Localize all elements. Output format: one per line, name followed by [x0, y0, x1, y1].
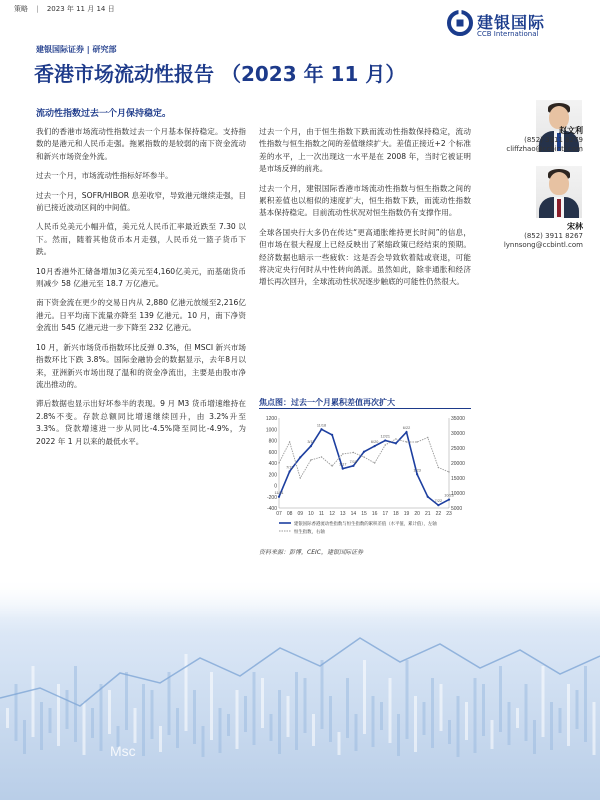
- report-subtitle: 流动性指数过去一个月保持稳定。: [36, 109, 172, 119]
- header-separator: |: [36, 5, 39, 13]
- background-candle: [295, 672, 298, 750]
- chart-right-tick-label: 5000: [451, 506, 463, 512]
- chart-x-tick-label: 10: [308, 511, 314, 517]
- background-candle: [389, 678, 392, 743]
- report-date: 2023 年 11 月 14 日: [46, 5, 115, 13]
- chart-left-tick-label: 600: [268, 449, 277, 456]
- chart-point: [278, 496, 280, 498]
- chart-x-tick-label: 16: [371, 511, 378, 517]
- background-candle: [236, 690, 239, 749]
- chart-point: [331, 465, 332, 466]
- chart-annotation: 1/17: [339, 462, 347, 467]
- paragraph: 过去一个月，由于恒生指数下跌而流动性指数保持稳定，流动性指数与恒生指数之间的差值继续扩大。差值正接近+2 个标准差的水平，上一次出现这一水平是在 2008 年，当时它被证明是市场反弹的前兆。: [259, 127, 471, 174]
- background-candle: [219, 708, 222, 753]
- report-header: [14, 4, 115, 14]
- chart-x-tick-label: 13: [339, 511, 346, 517]
- background-candle: [244, 696, 247, 732]
- chart-x-tick-label: 20: [414, 511, 420, 517]
- chart-annotation: 7/22: [434, 499, 443, 504]
- chart-point: [437, 504, 439, 506]
- author-photo: [536, 166, 582, 218]
- paragraph: 南下资金流在更少的交易日内从 2,880 亿港元放缓至2,216亿港元。日平均南下流量亦降至 139 亿港元。10 月，南下净资金流出 545 亿港元进一步下降至 232 亿港元。: [36, 298, 246, 333]
- chart-right-tick-label: 20000: [451, 461, 465, 467]
- chart-point: [289, 470, 291, 472]
- chart-right-tick-label: 15000: [451, 476, 465, 482]
- chart-point: [321, 456, 322, 457]
- chart-point: [385, 444, 386, 445]
- chart-x-tick-label: 11: [318, 511, 325, 517]
- chart-x-tick-label: 18: [393, 511, 399, 517]
- background-candle: [168, 672, 171, 735]
- report-title: 香港市场流动性报告 （2023 年 11 月）: [34, 62, 406, 86]
- author-phone: (852) 3911 8279: [524, 135, 583, 144]
- author-phone: (852) 3911 8267: [524, 231, 583, 240]
- background-candle: [176, 708, 179, 748]
- chart-point: [448, 471, 449, 472]
- background-candle: [125, 672, 128, 730]
- background-candle: [287, 696, 290, 737]
- chart-left-tick-label: -200: [266, 494, 277, 501]
- chart-left-tick-label: 400: [268, 461, 277, 467]
- background-candle: [321, 660, 324, 729]
- background-candle: [397, 714, 400, 756]
- background-candle: [380, 702, 383, 730]
- chart-x-tick-label: 17: [382, 511, 389, 517]
- background-candle: [423, 702, 426, 735]
- background-candle: [100, 684, 103, 751]
- chart-point: [374, 445, 376, 447]
- chart-left-tick-label: 1000: [265, 427, 277, 434]
- background-candle: [270, 714, 273, 741]
- chart-left-tick-label: 200: [268, 472, 277, 479]
- chart-x-tick-label: 22: [435, 511, 442, 517]
- brand-name-cn: 建银国际: [477, 13, 546, 32]
- chart-annotation: 10/23: [444, 493, 454, 498]
- chart-point: [416, 441, 417, 442]
- chart-point: [374, 462, 375, 463]
- chart-point: [342, 453, 343, 454]
- author-card: [506, 126, 583, 155]
- background-candle: [440, 684, 443, 731]
- chart-source: 资料来源：彭博，CEIC，建银国际证券: [259, 549, 363, 556]
- chart-left-tick-label: 0: [274, 483, 277, 490]
- chart-right-tick-label: 10000: [451, 491, 465, 497]
- chart-point: [448, 498, 450, 500]
- paragraph: 10 月，新兴市场货币指数环比反弹 0.3%，但 MSCI 新兴市场指数环比下跌 3.8%。国际金融协会的数据显示，去年8月以来，亚洲新兴市场出现了温和的资金净流出，主要是由股市净流出推动的。: [36, 342, 246, 389]
- chart-x-tick-label: 12: [329, 511, 335, 517]
- background-candle: [533, 720, 536, 754]
- background-candle: [261, 678, 264, 728]
- chart-x-tick-label: 19: [403, 511, 410, 517]
- chart-point: [405, 431, 407, 433]
- background-candle: [108, 690, 111, 734]
- background-candle: [516, 708, 519, 728]
- paragraph: 全球各国央行大多仍在传达“更高通胀维持更长时间”的信息，但市场在很大程度上已经反映出了紧缩政策已经结束的预期。经济数据也暗示一些疲软：这是否会导致软着陆或衰退，可能将决定央行何时从中性转向鸽派。虽然如此，除非通胀和经济增长再次回升，全球流动性状况逐步触底的可能性仍然很大。: [259, 227, 471, 287]
- background-candle: [159, 726, 162, 752]
- chart-point: [300, 477, 301, 478]
- chart-annotation: 11/11: [274, 490, 284, 495]
- background-candle: [542, 666, 545, 737]
- background-candle: [312, 714, 315, 746]
- chart-legend-entry: 恒生指数，右轴: [294, 529, 325, 534]
- author-name: 赵文利: [559, 126, 583, 135]
- chart-point: [395, 438, 396, 439]
- chart-point: [427, 496, 429, 498]
- background-candle: [227, 714, 230, 736]
- body-column-left: [36, 126, 246, 455]
- chart-point: [310, 445, 312, 447]
- chart-point: [320, 428, 322, 430]
- chart-x-tick-label: 23: [446, 511, 452, 517]
- ccb-logo-icon: [447, 10, 473, 36]
- background-candle: [584, 666, 587, 742]
- chart-series-hsi: [279, 438, 449, 479]
- chart-left-tick-label: 1200: [265, 416, 277, 422]
- chart-x-tick-label: 14: [350, 511, 357, 517]
- brand-name-en: CCB International: [477, 30, 539, 38]
- focus-chart: [259, 412, 471, 540]
- chart-x-tick-label: 21: [424, 511, 431, 517]
- background-candle: [363, 660, 366, 734]
- chart-left-tick-label: 800: [268, 438, 277, 445]
- chart-annotation: 12/21: [380, 434, 391, 439]
- paragraph: 过去一个月，SOFR/HIBOR 息差收窄，导致港元继续走强，目前已接近波动区间的中间值。: [36, 190, 246, 213]
- body-column-right: [259, 126, 471, 296]
- chart-point: [342, 468, 344, 470]
- author-email[interactable]: lynnsong@ccbintl.com: [503, 241, 583, 249]
- chart-point: [438, 467, 439, 468]
- background-candle: [465, 702, 468, 740]
- background-candle: [355, 714, 358, 751]
- chart-legend-entry: 建银国际香港流动性指数与恒生指数的累积差值（水平值，累计值），左轴: [294, 521, 437, 526]
- paragraph: 人民币兑美元小幅升值，美元兑人民币汇率最近跌至 7.30 以下。然而，随着其他货币本月走强，人民币兑一篮子货币下跌。: [36, 222, 246, 257]
- chart-point: [427, 437, 428, 438]
- author-name: 宋林: [567, 222, 583, 231]
- background-candle: [66, 690, 69, 729]
- department: 建银国际证券 | 研究部: [36, 45, 117, 54]
- paragraph: 过去一个月，建银国际香港市场流动性指数与恒生指数之间的累积差值也以相似的速度扩大，恒生指数下跌，而流动性指数基本保持稳定。目前流动性状况对恒生指数仍有支撑作用。: [259, 183, 471, 218]
- background-candle: [372, 696, 375, 747]
- background-candle: [457, 696, 460, 757]
- chart-x-tick-label: 09: [297, 511, 304, 517]
- background-candle: [482, 684, 485, 736]
- chart-point: [310, 459, 311, 460]
- chart-title: 焦点图：过去一个月累积差值再次扩大: [259, 398, 395, 407]
- chart-annotation: 6/20: [370, 440, 379, 445]
- background-candle: [6, 708, 9, 728]
- chart-point: [353, 452, 354, 453]
- background-candle: [414, 696, 417, 752]
- chart-annotation: 11/18: [316, 423, 327, 428]
- background-candle: [83, 702, 86, 755]
- background-candle: [431, 678, 434, 748]
- background-candle: [151, 690, 154, 739]
- chart-annotation: 1/23: [413, 468, 421, 473]
- background-candle: [49, 708, 52, 733]
- chart-right-tick-label: 35000: [451, 416, 465, 422]
- chart-point: [289, 441, 290, 442]
- background-candle: [329, 696, 332, 742]
- background-candle: [474, 678, 477, 753]
- chart-point: [395, 442, 397, 444]
- chart-title-rule: [259, 408, 471, 409]
- background-candle: [57, 684, 60, 746]
- chart-annotation: 7/11: [286, 465, 294, 470]
- chart-x-tick-label: 07: [276, 511, 282, 517]
- chart-point: [299, 456, 301, 458]
- background-candle: [91, 708, 94, 738]
- chart-point: [363, 451, 365, 453]
- background-candle: [593, 702, 596, 755]
- chart-point: [352, 465, 354, 467]
- background-text: Msc: [110, 743, 136, 759]
- background-candle: [508, 702, 511, 745]
- chart-point: [363, 456, 364, 457]
- chart-annotation: 7/18: [349, 459, 358, 464]
- background-candle: [32, 666, 35, 737]
- chart-point: [416, 473, 418, 475]
- background-candle: [576, 690, 579, 729]
- background-candle: [15, 684, 18, 741]
- background-candle: [40, 702, 43, 750]
- paragraph: 滞后数据也显示出好坏参半的表现。9 月 M3 货币增速维持在 2.8%不变。存款总额同比增速继续回升，由 3.2%升至 3.3%。贷款增速进一步从同比-4.5%降至同比-4.9%，为 2022 年 1 月以来的最低水平。: [36, 399, 246, 446]
- chart-x-tick-label: 15: [361, 511, 367, 517]
- chart-x-tick-label: 08: [286, 511, 293, 517]
- chart-point: [406, 441, 407, 442]
- chart-point: [384, 439, 386, 441]
- background-candle: [253, 672, 256, 745]
- chart-left-tick-label: -400: [266, 506, 277, 512]
- chart-annotation: 3/11: [307, 440, 315, 445]
- background-candle: [23, 720, 26, 754]
- chart-point: [331, 434, 333, 436]
- background-candle: [202, 726, 205, 757]
- author-card: [504, 222, 583, 251]
- author-email[interactable]: cliffzhao@ccbintl.com: [506, 145, 583, 153]
- brand-logo: [447, 8, 587, 42]
- background-candle: [499, 666, 502, 732]
- paragraph: 过去一个月，市场流动性指标好坏参半。: [36, 171, 173, 181]
- background-candle: [304, 678, 307, 733]
- section-label: 策略: [14, 5, 28, 13]
- chart-right-tick-label: 25000: [451, 446, 465, 452]
- paragraph: 我们的香港市场流动性指数过去一个月基本保持稳定。支持指数的是港元和人民币走强。拖累指数的是较弱的南下资金流动和新兴市场资金外流。: [36, 127, 246, 161]
- background-candle: [491, 720, 494, 749]
- background-candle: [346, 678, 349, 738]
- chart-right-tick-label: 30000: [451, 431, 465, 437]
- background-candle: [193, 690, 196, 744]
- background-market-image: [0, 578, 600, 800]
- chart-svg: [259, 412, 471, 540]
- background-candle: [567, 684, 570, 746]
- background-candle: [406, 660, 409, 739]
- background-candle: [338, 732, 341, 755]
- background-candle: [559, 708, 562, 733]
- background-candle: [550, 702, 553, 750]
- background-candle: [278, 690, 281, 754]
- chart-point: [278, 462, 279, 463]
- chart-annotation: 6/22: [402, 426, 411, 431]
- paragraph: 10月香港外汇储备增加3亿美元至4,160亿美元，而基础货币则减少 58 亿港元至 18.7 万亿港元。: [36, 266, 246, 289]
- background-candle: [448, 720, 451, 744]
- background-candle: [525, 684, 528, 741]
- background-candle: [142, 684, 145, 756]
- background-candle: [210, 672, 213, 740]
- background-candle: [134, 708, 137, 743]
- chart-series-cumulative-diff: [279, 429, 449, 505]
